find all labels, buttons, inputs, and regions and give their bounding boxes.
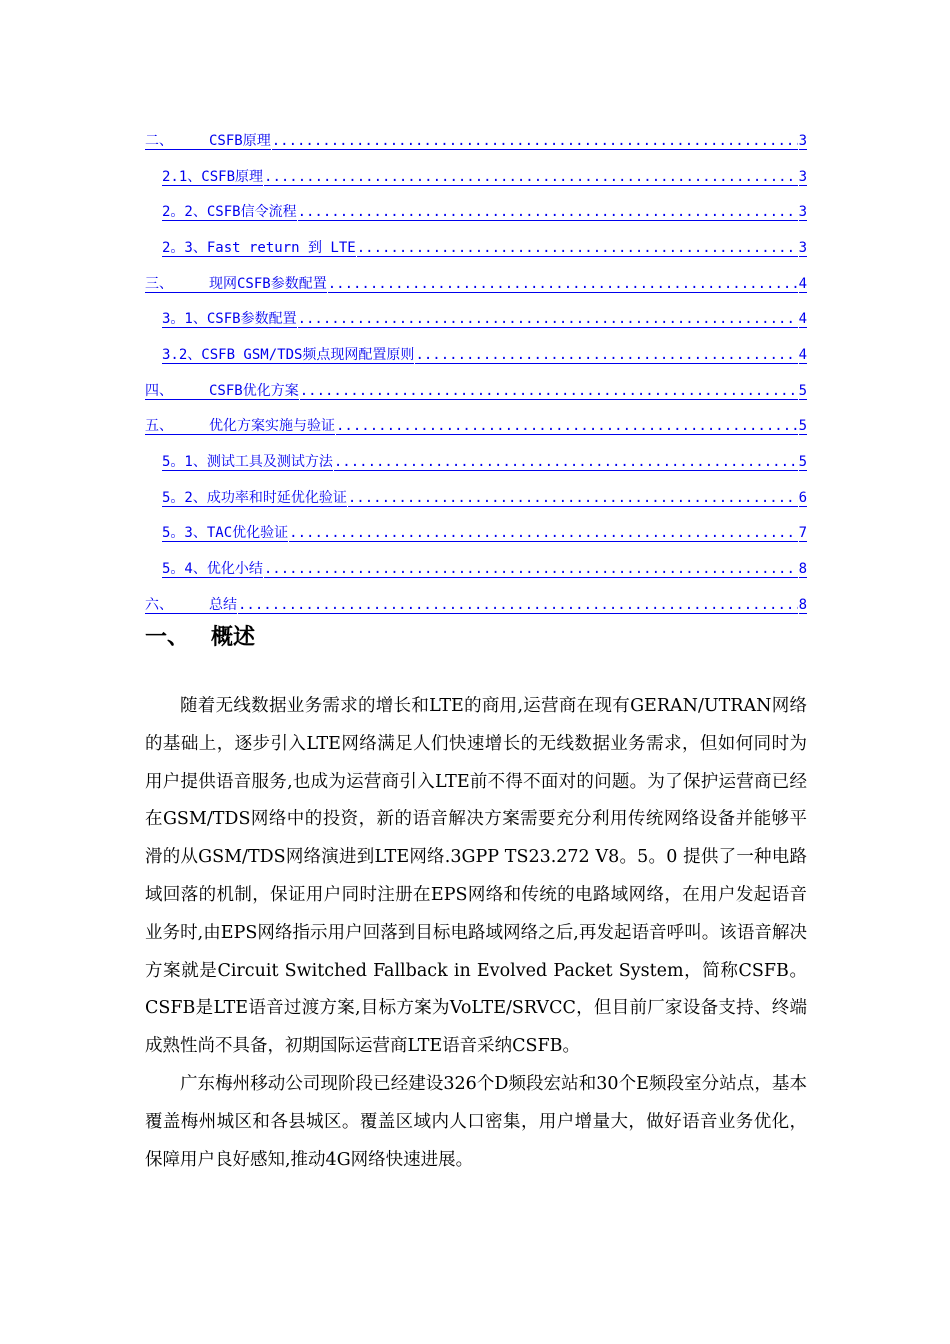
toc-leader (264, 562, 798, 578)
toc-entry-5-2[interactable] (145, 481, 807, 517)
toc-page-number: 7 (798, 525, 807, 542)
toc-leader (298, 312, 798, 328)
toc-number: 五、 (145, 418, 173, 435)
toc-leader (289, 526, 797, 542)
toc-leader (415, 348, 797, 364)
toc-title: 5。1、测试工具及测试方法 (162, 454, 333, 471)
toc-title: 5。3、TAC优化验证 (162, 525, 289, 542)
toc-page-number: 5 (798, 418, 807, 435)
toc-title: 现网CSFB参数配置 (209, 275, 327, 292)
toc-page-number: 3 (798, 239, 807, 256)
toc-entry-5-3[interactable] (145, 517, 807, 553)
toc-title: CSFB原理 (209, 132, 271, 149)
section-body (145, 688, 807, 1179)
toc-title: 5。4、优化小结 (162, 561, 263, 578)
toc-number: 二、 (145, 132, 173, 149)
toc-number: 六、 (145, 596, 173, 613)
toc-leader (348, 491, 798, 507)
toc-leader (300, 384, 798, 400)
toc-entry-4[interactable] (145, 374, 807, 410)
toc-leader (238, 598, 798, 614)
toc-title: 2。2、CSFB信令流程 (162, 204, 297, 221)
toc-entry-3-1[interactable] (145, 302, 807, 338)
toc-title: 5。2、成功率和时延优化验证 (162, 489, 347, 506)
toc-entry-5-4[interactable] (145, 552, 807, 588)
section-heading-number: 一、 (145, 625, 190, 650)
toc-leader (272, 134, 798, 150)
toc-page-number: 6 (798, 489, 807, 506)
toc-leader (264, 170, 798, 186)
toc-title: 优化方案实施与验证 (209, 418, 335, 435)
toc-page-number: 4 (798, 311, 807, 328)
toc-number: 四、 (145, 382, 173, 399)
section-heading (145, 620, 255, 651)
toc-page-number: 8 (798, 561, 807, 578)
toc-entry-2-2[interactable] (145, 195, 807, 231)
toc-entry-2-1[interactable] (145, 160, 807, 196)
toc-page-number: 3 (798, 132, 807, 149)
toc-entry-2[interactable] (145, 124, 807, 160)
paragraph: 广东梅州移动公司现阶段已经建设326个D频段宏站和30个E频段室分站点，基本覆盖梅州城区和各县城区。覆盖区域内人口密集，用户增量大，做好语音业务优化，保障用户良好感知,推动4G网络快速进展。 (145, 1073, 807, 1170)
toc-entry-6[interactable] (145, 588, 807, 624)
toc-leader (328, 277, 798, 293)
toc-page-number: 3 (798, 204, 807, 221)
toc-page-number: 8 (798, 596, 807, 613)
paragraph: 随着无线数据业务需求的增长和LTE的商用,运营商在现有GERAN/UTRAN网络的基础上，逐步引入LTE网络满足人们快速增长的无线数据业务需求，但如何同时为用户提供语音服务,也成为运营商引入LTE前不得不面对的问题。为了保护运营商已经在GSM/TDS网络中的投资，新的语音解决方案需要充分利用传统网络设备并能够平滑的从GSM/TDS网络演进到LTE网络.3GPP TS23.272 V8。5。0 提供了一种电路域回落的机制，保证用户同时注册在EPS网络和传统的电路域网络，在用户发起语音业务时,由EPS网络指示用户回落到目标电路域网络之后,再发起语音呼叫。该语音解决方案就是Circuit Switched Fallback in Evolved Packet System，简称CSFB。CSFB是LTE语音过渡方案,目标方案为VoLTE/SRVCC，但目前厂家设备支持、终端成熟性尚不具备，初期国际运营商LTE语音采纳CSFB。 (145, 696, 807, 1057)
toc-entry-2-3[interactable] (145, 231, 807, 267)
toc-entry-5[interactable] (145, 410, 807, 446)
toc-leader (334, 455, 798, 471)
toc-title: 3。1、CSFB参数配置 (162, 311, 297, 328)
toc-leader (357, 241, 798, 257)
toc-title: 总结 (209, 596, 237, 613)
toc-entry-5-1[interactable] (145, 445, 807, 481)
toc-page-number: 3 (798, 168, 807, 185)
toc-leader (298, 205, 798, 221)
toc-entry-3-2[interactable] (145, 338, 807, 374)
toc-page-number: 5 (798, 382, 807, 399)
toc-page-number: 4 (798, 346, 807, 363)
toc-title: CSFB优化方案 (209, 382, 299, 399)
section-heading-title: 概述 (211, 625, 256, 650)
table-of-contents (145, 124, 807, 624)
toc-title: 2。3、Fast return 到 LTE (162, 239, 356, 256)
toc-number: 三、 (145, 275, 173, 292)
toc-page-number: 5 (798, 454, 807, 471)
toc-leader (336, 419, 798, 435)
toc-title: 3.2、CSFB GSM/TDS频点现网配置原则 (162, 346, 415, 363)
toc-title: 2.1、CSFB原理 (162, 168, 264, 185)
toc-entry-3[interactable] (145, 267, 807, 303)
toc-page-number: 4 (798, 275, 807, 292)
